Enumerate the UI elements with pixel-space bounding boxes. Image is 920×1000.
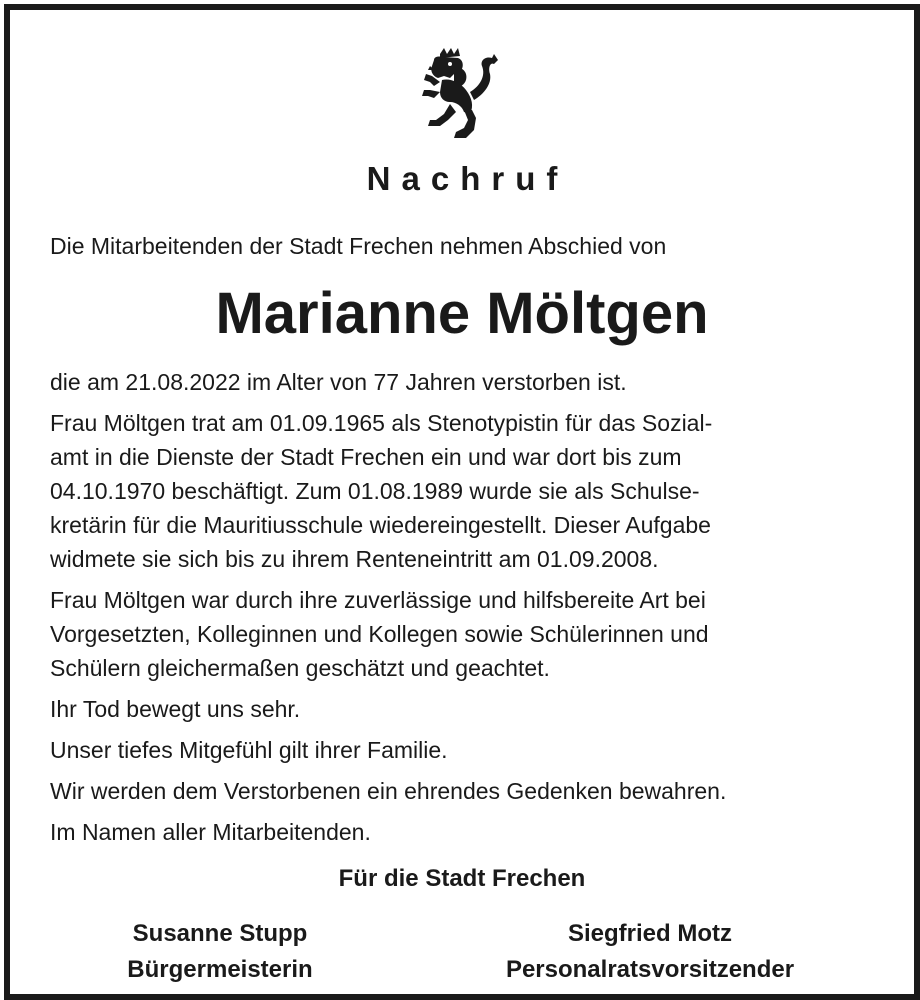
text-line: Im Namen aller Mitarbeitenden. bbox=[50, 819, 371, 845]
paragraph-death-date bbox=[50, 365, 880, 399]
signatory-mayor bbox=[90, 916, 350, 988]
text-line: amt in die Dienste der Stadt Frechen ein und war dort bis zum bbox=[50, 444, 682, 470]
text-line: die am 21.08.2022 im Alter von 77 Jahren verstorben ist. bbox=[50, 369, 627, 395]
signatory-name: Siegfried Motz bbox=[567, 920, 732, 947]
organization-line: Für die Stadt Frechen bbox=[338, 865, 586, 892]
text-line: Frau Möltgen war durch ihre zuverlässige und hilfsbereite Art bei bbox=[50, 587, 706, 613]
paragraph-remembrance bbox=[50, 774, 880, 808]
text-line: 04.10.1970 beschäftigt. Zum 01.08.1989 wurde sie als Schulse- bbox=[50, 478, 700, 504]
signatory-name: Susanne Stupp bbox=[132, 920, 308, 947]
intro-text: Die Mitarbeitenden der Stadt Frechen nehmen Abschied von bbox=[50, 233, 667, 259]
signatory-role: Personalratsvorsitzender bbox=[505, 956, 795, 983]
deceased-name: Marianne Möltgen bbox=[215, 281, 709, 346]
heraldic-lion-icon bbox=[420, 46, 510, 142]
obituary-body bbox=[50, 365, 880, 856]
paragraph-career bbox=[50, 406, 880, 576]
obituary-heading: Nachruf bbox=[366, 160, 569, 197]
paragraph-grief bbox=[50, 692, 880, 726]
text-line: Schülern gleichermaßen geschätzt und geachtet. bbox=[50, 655, 550, 681]
signatory-council-chair bbox=[480, 916, 820, 988]
text-line: widmete sie sich bis zu ihrem Renteneintritt am 01.09.2008. bbox=[50, 546, 659, 572]
text-line: Vorgesetzten, Kolleginnen und Kollegen sowie Schülerinnen und bbox=[50, 621, 709, 647]
paragraph-character bbox=[50, 583, 880, 685]
text-line: Unser tiefes Mitgefühl gilt ihrer Familie. bbox=[50, 737, 448, 763]
obituary-frame bbox=[4, 4, 920, 1000]
text-line: Ihr Tod bewegt uns sehr. bbox=[50, 696, 301, 722]
text-line: kretärin für die Mauritiusschule wiedereingestellt. Dieser Aufgabe bbox=[50, 512, 711, 538]
text-line: Wir werden dem Verstorbenen ein ehrendes Gedenken bewahren. bbox=[50, 778, 727, 804]
paragraph-closing bbox=[50, 815, 880, 849]
signatory-role: Bürgermeisterin bbox=[127, 956, 313, 983]
text-line: Frau Möltgen trat am 01.09.1965 als Stenotypistin für das Sozial- bbox=[50, 410, 713, 436]
paragraph-sympathy bbox=[50, 733, 880, 767]
